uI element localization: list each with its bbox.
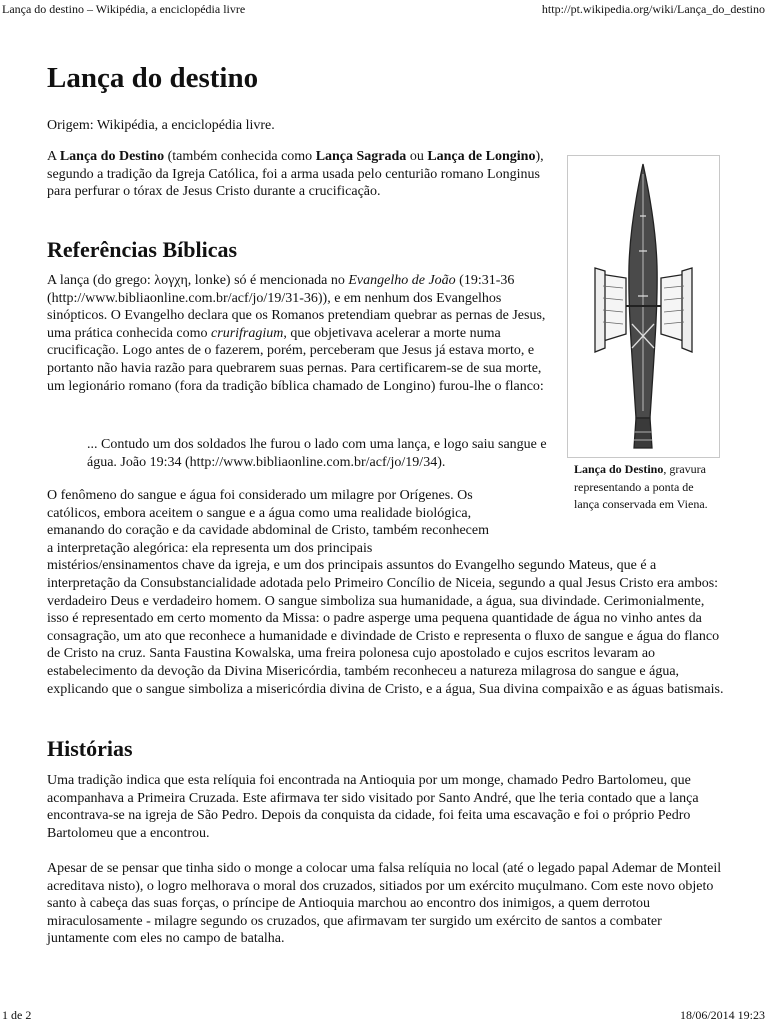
bib-p2-line: emanando do coração e da cavidade abdominal de Cristo, também reconhecem <box>47 523 489 539</box>
bib-p1-text-a: A lança (do grego: λογχη, lonke) só é mencionada no <box>47 273 349 288</box>
bib-p2-line: a interpretação alegórica: ela representa um dos principais <box>47 540 373 556</box>
print-header-url: http://pt.wikipedia.org/wiki/Lança_do_destino <box>541 2 765 16</box>
print-header-title: Lança do destino – Wikipédia, a enciclopédia livre <box>2 2 246 16</box>
section-heading-referencias: Referências Bíblicas <box>47 237 238 262</box>
intro-text-4: ), segundo a tradição da Igreja Católica, foi a arma usada pelo centurião romano Longinus para perfurar o tórax de Jesus Cristo durante a crucificação. <box>47 149 544 200</box>
bib-p1-text-b: (19:31-36 (http://www.bibliaonline.com.br/acf/jo/19/31-36)), e em nenhum dos Evangelhos sinópticos. O Evangelho declara que os Romanos pretendiam quebrar as pernas de Jesus, uma prática conhecida como <box>47 273 546 341</box>
scripture-quote: ... Contudo um dos soldados lhe furou o lado com uma lança, e logo saiu sangue e água. João 19:34 (http://www.bibliaonline.com.br/acf/jo/19/34). <box>87 437 547 470</box>
print-footer-page: 1 de 2 <box>2 1008 32 1022</box>
bib-p1-italic-2: crurifragium <box>211 325 284 341</box>
intro-bold-2: Lança Sagrada <box>315 149 407 164</box>
bib-p1-italic-1: Evangelho de João <box>348 273 456 288</box>
bib-p2-rest: mistérios/ensinamentos chave da igreja, e um dos principais assuntos do Evangelho segundo Mateus, que é a interpretação da Consubstancialidade adotada pelo Primeiro Concílio de Niceia, segundo a qual Jesus Cristo era ambos: verdadeiro Deus e verdadeiro homem. O sangue simboliza sua humanidade, a água, sua divindade. Cerimonialmente, isso é representado em certo momento da Missa: o padre asperge uma pequena quantidade de água no vinho antes da consagração, um ato que reconhece a humanidade e divindade de Cristo e representa o fluxo de sangue e água do flanco de Cristo na cruz. Santa Faustina Kowalska, uma freira polonesa cujo apostolado e cujos escritos levaram ao estabelecimento da devoção da Divina Misericórdia, também reconheceu a natureza milagrosa do sangue e água, explicando que o sangue simboliza a misericórdia divina de Cristo, e a água, Sua divina compaixão e as águas batismais. <box>47 558 724 697</box>
figure-caption <box>574 461 720 514</box>
intro-text-3: ou <box>406 149 428 164</box>
spear-figure <box>567 155 720 535</box>
spear-thumbnail[interactable] <box>567 155 720 458</box>
print-footer-timestamp: 18/06/2014 19:23 <box>679 1008 765 1022</box>
intro-paragraph <box>47 148 547 201</box>
section-heading-historias: Histórias <box>47 736 133 761</box>
bib-p2-line: O fenômeno do sangue e água foi considerado um milagre por Orígenes. Os <box>47 488 473 503</box>
origin-line: Origem: Wikipédia, a enciclopédia livre. <box>47 118 275 133</box>
intro-text-2: (também conhecida como <box>164 149 316 164</box>
intro-text-1: A <box>47 149 60 164</box>
spear-engraving-icon <box>568 156 719 457</box>
biblical-paragraph-1 <box>47 272 547 395</box>
intro-bold-3: Lança de Longino <box>427 149 536 164</box>
caption-bold: Lança do Destino <box>574 462 664 476</box>
page-title: Lança do destino <box>47 62 259 94</box>
caption-text: , gravura representando a ponta de lança conservada em Viena. <box>574 462 708 511</box>
intro-bold-1: Lança do Destino <box>59 149 165 164</box>
history-paragraph-2: Apesar de se pensar que tinha sido o monge a colocar uma falsa relíquia no local (até o legado papal Ademar de Monteil acreditava nisto), o logro melhorava o moral dos cruzados, sitiados por um exército muçulmano. Com este novo objeto santo à cabeça das suas forças, o príncipe de Antioquia marchou ao encontro dos inimigos, a quem derrotou miraculosamente - milagre segundo os cruzados, que afirmavam ter surgido um exército de santos a combater juntamente com eles no campo de batalha. <box>47 861 722 947</box>
bib-p2-line: católicos, embora aceitem o sangue e a água como uma realidade biológica, <box>47 505 472 521</box>
bib-p1-text-c: , que objetivava acelerar a morte numa crucificação. Logo antes de o fazerem, porém, perceberam que Jesus já estava morto, e portanto não havia razão para quebrarem suas pernas. Para certificarem-se de sua morte, um legionário romano (fora da tradição bíblica chamado de Longino) furou-lhe o flanco: <box>47 325 544 394</box>
history-paragraph-1: Uma tradição indica que esta relíquia foi encontrada na Antioquia por um monge, chamado Pedro Bartolomeu, que acompanhava a Primeira Cruzada. Este afirmava ter sido visitado por Santo André, que lhe teria contado que a lança encontrava-se na igreja de São Pedro. Depois da conquista da cidade, foi feita uma escavação e foi o próprio Pedro Bartolomeu que a encontrou. <box>47 773 699 841</box>
